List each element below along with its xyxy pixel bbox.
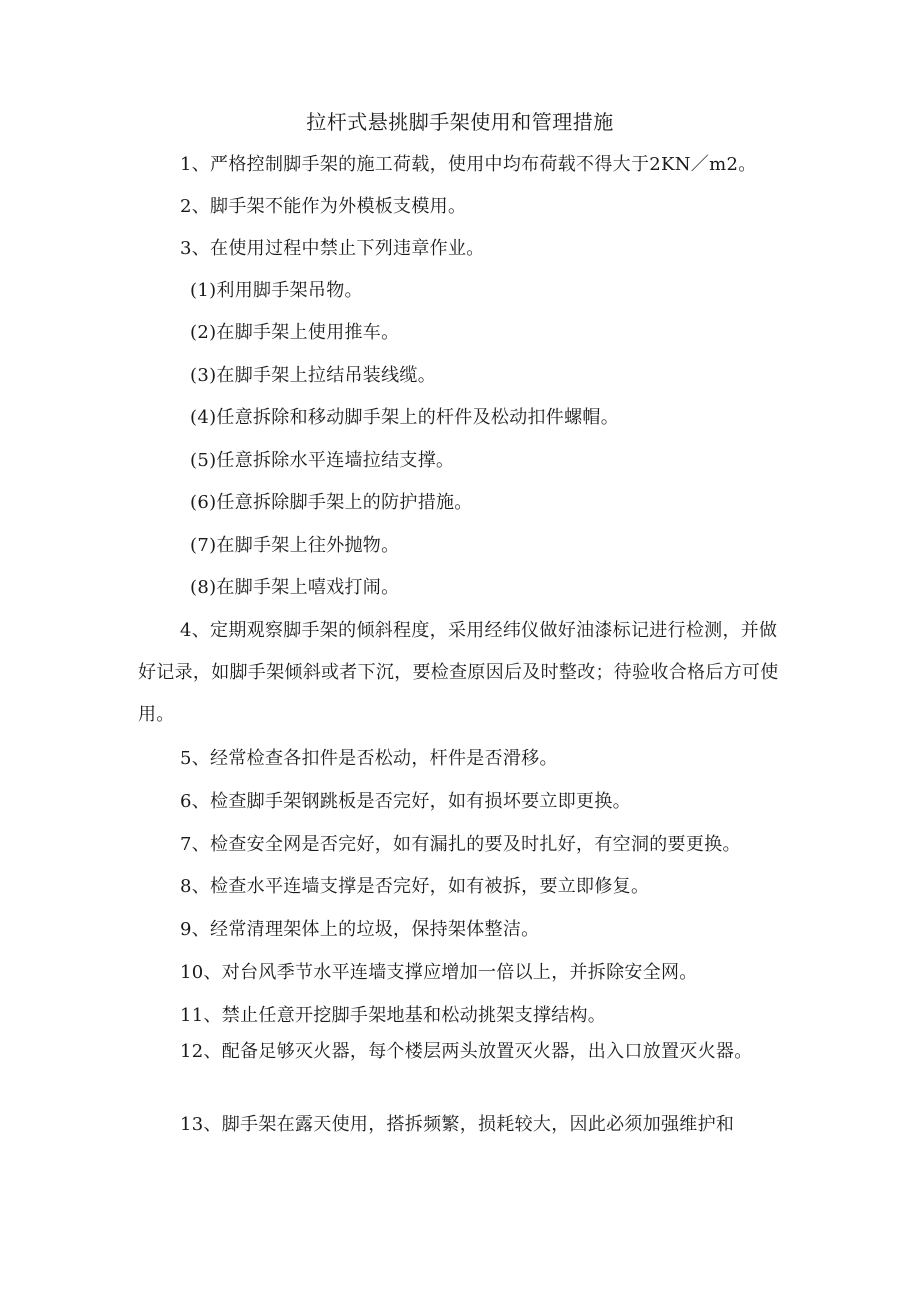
item-10: 10、对台风季节水平连墙支撑应增加一倍以上，并拆除安全网。 [180,962,698,983]
item-8: 8、检查水平连墙支撑是否完好，如有被拆，要立即修复。 [180,876,650,897]
item-4: 4、定期观察脚手架的倾斜程度，采用经纬仪做好油漆标记进行检测，并做好记录，如脚手架倾斜或者下沉，要检查原因后及时整改；待验收合格后方可使用。 [138,620,779,725]
item-12: 12、配备足够灭火器，每个楼层两头放置灭火器，出入口放置灭火器。 [180,1041,753,1062]
sub-item-5: (5)任意拆除水平连墙拉结支撑。 [190,450,455,471]
item-9: 9、经常清理架体上的垃圾，保持架体整洁。 [180,919,540,940]
sub-item-8: (8)在脚手架上嘻戏打闹。 [190,577,400,598]
sub-item-2: (2)在脚手架上使用推车。 [190,322,400,343]
document-title: 拉杆式悬挑脚手架使用和管理措施 [306,110,614,134]
item-5: 5、经常检查各扣件是否松动，杆件是否滑移。 [180,748,558,769]
sub-item-3: (3)在脚手架上拉结吊装线缆。 [190,365,436,386]
item-13: 13、脚手架在露天使用，搭拆频繁，损耗较大，因此必须加强维护和 [180,1114,735,1135]
sub-item-4: (4)任意拆除和移动脚手架上的杆件及松动扣件螺帽。 [190,407,619,428]
sub-item-7: (7)在脚手架上往外抛物。 [190,535,400,556]
item-7: 7、检查安全网是否完好，如有漏扎的要及时扎好，有空洞的要更换。 [180,834,741,855]
item-11: 11、禁止任意开挖脚手架地基和松动挑架支撑结构。 [180,1005,607,1026]
sub-item-1: (1)利用脚手架吊物。 [190,280,363,301]
sub-item-6: (6)任意拆除脚手架上的防护措施。 [190,492,473,513]
item-2: 2、脚手架不能作为外模板支模用。 [180,196,467,217]
item-1: 1、严格控制脚手架的施工荷载，使用中均布荷载不得大于2KN／m2。 [180,154,757,175]
item-3: 3、在使用过程中禁止下列违章作业。 [180,238,485,259]
item-6: 6、检查脚手架钢跳板是否完好，如有损坏要立即更换。 [180,791,631,812]
